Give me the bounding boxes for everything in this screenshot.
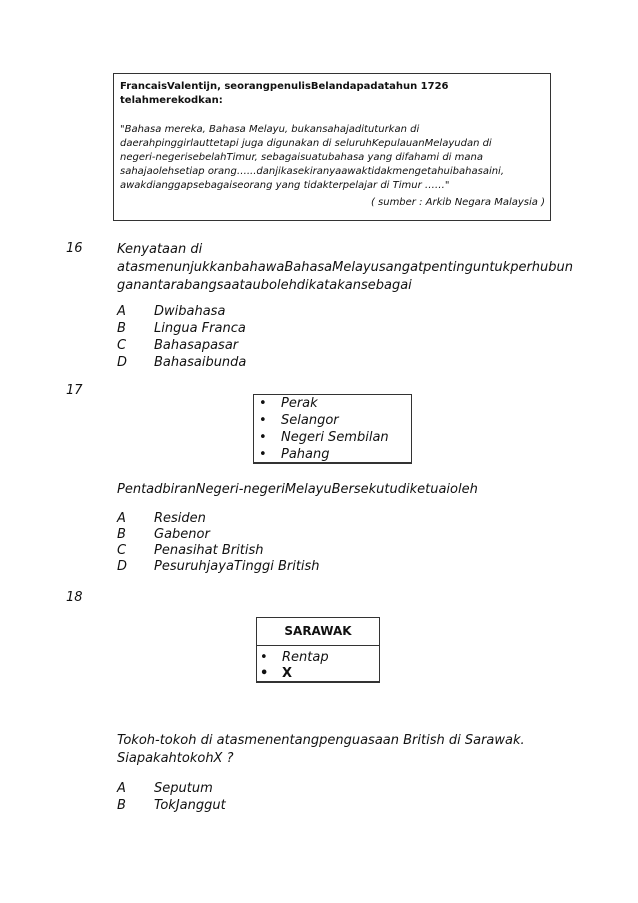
question-number-18: 18: [66, 590, 83, 605]
q16-option-text: Bahasaibunda: [154, 355, 247, 370]
source-heading-line: FrancaisValentijn, seorangpenulisBelandapadatahun 1726: [120, 81, 449, 92]
q17-option-letter: D: [117, 559, 128, 574]
state-item: [259, 413, 339, 428]
q17-question: PentadbiranNegeri-negeriMelayuBersekutudiketuaioleh: [117, 482, 478, 497]
q16-option-text: Dwibahasa: [154, 304, 226, 319]
bullet-icon: •: [259, 447, 267, 462]
q18-text-line: SiapakahtokohX ?: [117, 751, 234, 766]
q18-option-text: TokJanggut: [154, 798, 226, 813]
sarawak-box-divider: [256, 645, 380, 646]
question-number-16: 16: [66, 241, 83, 256]
q17-option-text: PesuruhjayaTinggi British: [154, 559, 320, 574]
sarawak-item: [260, 650, 329, 665]
bullet-icon: •: [259, 396, 267, 411]
question-number-17: 17: [66, 383, 83, 398]
q16-option-letter: B: [117, 321, 126, 336]
q17-option-letter: C: [117, 543, 127, 558]
quote-line: daerahpinggirlauttetapi juga digunakan di seluruhKepulauanMelayudan di: [120, 138, 492, 149]
state-name: Pahang: [281, 447, 330, 462]
state-item: [259, 396, 318, 411]
quote-source: ( sumber : Arkib Negara Malaysia ): [370, 197, 545, 208]
bullet-icon: •: [260, 666, 269, 681]
q16-option-letter: D: [117, 355, 128, 370]
q16-text-line: ganantarabangsaataubolehdikatakansebagai: [117, 278, 412, 293]
q18-option-text: Seputum: [154, 781, 213, 796]
state-name: Selangor: [281, 413, 339, 428]
q16-option-text: Lingua Franca: [154, 321, 246, 336]
q16-text-line: Kenyataan di: [117, 242, 203, 257]
q18-option-letter: A: [117, 781, 126, 796]
quote-line: awakdianggapsebagaiseorang yang tidakterpelajar di Timur ……": [120, 180, 450, 191]
quote-line: negeri-negerisebelahTimur, sebagaisuatubahasa yang difahami di mana: [120, 152, 483, 163]
q18-option-letter: B: [117, 798, 126, 813]
q17-option-letter: B: [117, 527, 126, 542]
q17-option-text: Penasihat British: [154, 543, 264, 558]
q16-option-letter: C: [117, 338, 127, 353]
state-item: [259, 430, 389, 445]
q17-option-letter: A: [117, 511, 126, 526]
quote-line: "Bahasa mereka, Bahasa Melayu, bukansahajadituturkan di: [120, 124, 420, 135]
bullet-icon: •: [259, 430, 267, 445]
source-heading: [120, 80, 540, 108]
q17-option-text: Gabenor: [154, 527, 210, 542]
q17-option-text: Residen: [154, 511, 206, 526]
state-name: Perak: [281, 396, 318, 411]
bullet-icon: •: [259, 413, 267, 428]
q16-text-line: atasmenunjukkanbahawaBahasaMelayusangatpentinguntukperhubun: [117, 260, 574, 275]
source-heading-line: telahmerekodkan:: [120, 95, 223, 106]
state-item: [259, 447, 330, 462]
q16-option-text: Bahasapasar: [154, 338, 239, 353]
sarawak-item: [260, 666, 292, 681]
bullet-icon: •: [260, 650, 268, 665]
quote-line: sahajaolehsetiap orang…...danjikasekiranyaawaktidakmengetahuibahasaini,: [120, 166, 505, 177]
state-name: Negeri Sembilan: [281, 430, 389, 445]
sarawak-figure-name: X: [282, 666, 293, 681]
q18-text-line: Tokoh-tokoh di atasmenentangpenguasaan British di Sarawak.: [117, 733, 525, 748]
q16-option-letter: A: [117, 304, 126, 319]
sarawak-figure-name: Rentap: [282, 650, 329, 665]
sarawak-box-title: SARAWAK: [284, 624, 352, 638]
